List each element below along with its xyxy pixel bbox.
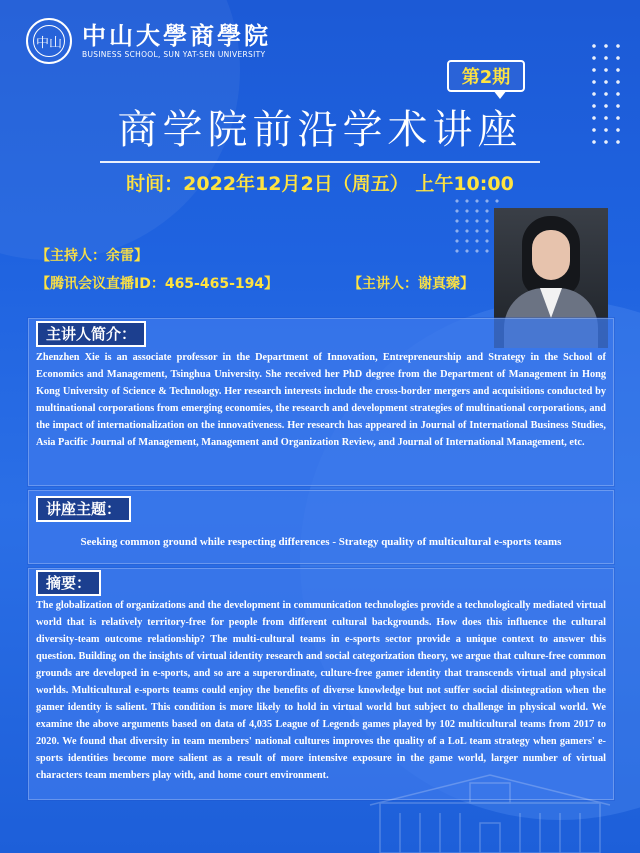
header — [26, 18, 271, 64]
meeting-id: 【腾讯会议直播ID：465-465-194】 — [36, 276, 279, 292]
topic-text: Seeking common ground while respecting differences - Strategy quality of multicultural e-sports teams — [80, 536, 562, 548]
issue-badge: 第2期 — [447, 60, 525, 92]
title-divider — [100, 161, 540, 163]
bio-label: 主讲人简介： — [36, 321, 146, 347]
school-name-cn: 中山大學商學院 — [82, 21, 271, 50]
host-info: 【主持人：余雷】 — [36, 248, 148, 264]
page-title: 商学院前沿学术讲座 — [117, 107, 523, 153]
topic-label: 讲座主题： — [36, 496, 131, 522]
speaker-info: 【主讲人：谢真臻】 — [348, 276, 474, 292]
university-logo-icon — [26, 18, 72, 64]
school-name — [82, 22, 271, 60]
building-illustration — [340, 763, 640, 853]
school-name-en: BUSINESS SCHOOL, SUN YAT-SEN UNIVERSITY — [82, 50, 266, 59]
abstract-label: 摘要： — [36, 570, 101, 596]
lecture-time: 时间：2022年12月2日（周五） 上午10:00 — [126, 173, 514, 195]
abstract-text: The globalization of organizations and the development in communication technologies provide a technologically mediated virtual world that is relatively territory-free for people from different cultural backgrounds. How does this influence the cultural diversity-team outcome relationship? The multi-cultural teams in e-sports sector provide a unique context to answer this question. Building on the insights of virtual identity research and social categorization theory, we argue that culture-free common grounds are developed in e-sports, and so are a superordinate, culture-free gamer identity that transcends virtual and physical worlds. Multicultural e-sports teams could enjoy the benefits of diverse knowledge but not suffer social disintegration when the gamer identity is salient. This condition is more likely to hold in virtual world but subject to challenge in physical world. We examine the above arguments based on data of 4,035 League of Legends games played by 102 multicultural teams from 2017 to 2020. We found that diversity in team members' national cultures improves the quality of a LoL team strategy when gamers' e-sports identities become more salient as a result of more intensive exposure in the game world, larger number of virtual characters team members play with, and home court environment. — [36, 600, 606, 781]
logo-text: 中山 — [33, 25, 65, 57]
bio-text: Zhenzhen Xie is an associate professor in the Department of Innovation, Entrepreneurship and Strategy in the School of Economics and Management, Tsinghua University. She received her PhD degree from the Department of Management in Hong Kong University of Science & Technology. Her research interests include the cross-border mergers and acquisitions conducted by multinational corporations from emerging economies, the research and development strategies of multinational corporations, and the impact of internationalization on the innovativeness. Her research has appeared in Journal of International Business Studies, Asia Pacific Journal of Management, Management and Organization Review, and Journal of International Management, etc. — [36, 352, 606, 448]
